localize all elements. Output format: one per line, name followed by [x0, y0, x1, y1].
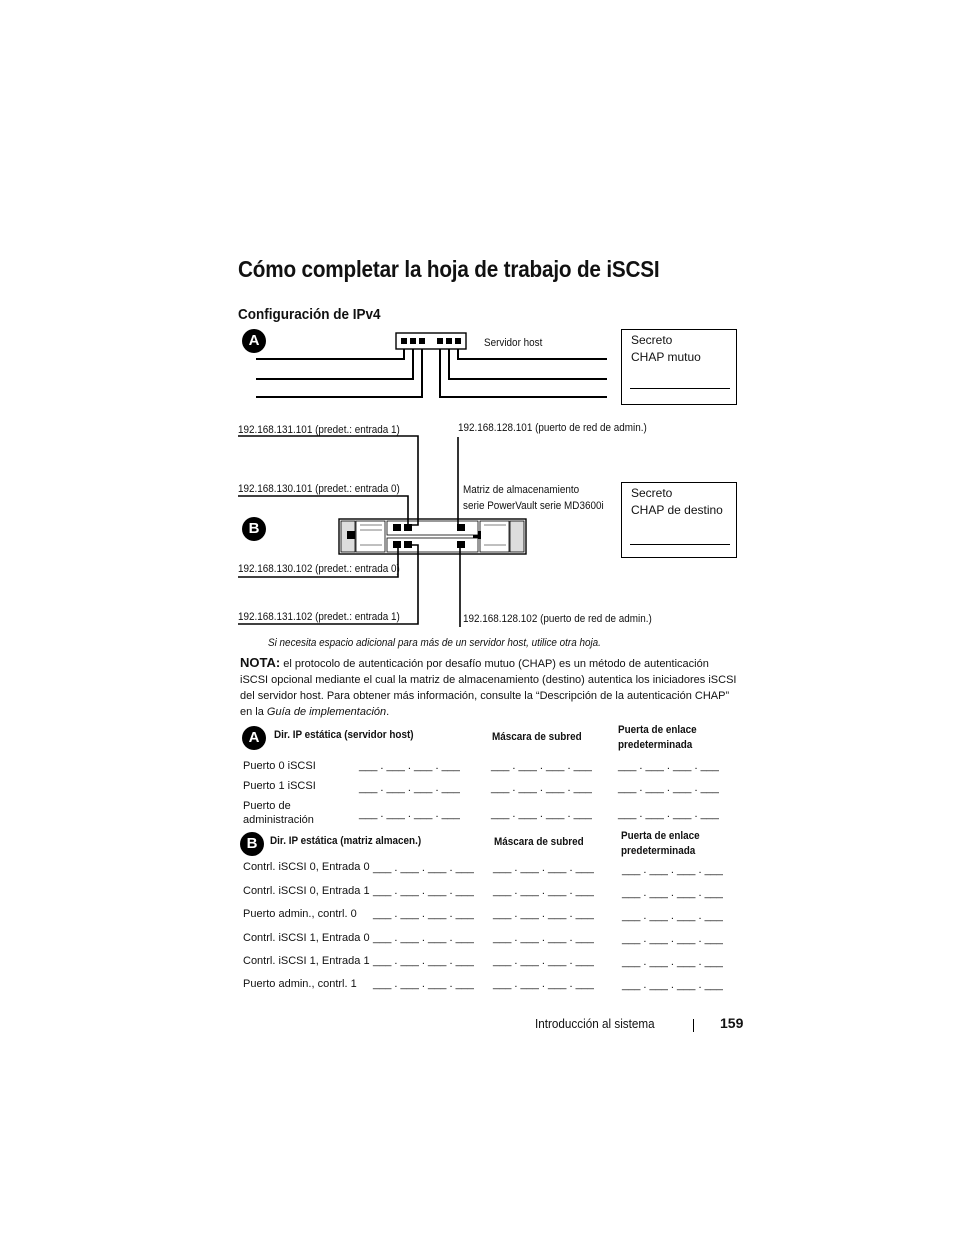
mask-entry-field[interactable]: ___ . ___ . ___ . ___: [493, 932, 594, 944]
ip-128-102-label: 192.168.128.102 (puerto de red de admin.): [463, 613, 652, 625]
mask-entry-field[interactable]: ___ . ___ . ___ . ___: [493, 885, 594, 897]
table-b-row-label: Contrl. iSCSI 1, Entrada 1: [243, 955, 370, 967]
footer-separator: [693, 1019, 694, 1032]
chap-target-box: [621, 482, 737, 558]
ip-entry-field[interactable]: ___ . ___ . ___ . ___: [373, 978, 474, 990]
table-b-row-label: Contrl. iSCSI 0, Entrada 1: [243, 885, 370, 897]
note-reference: Guía de implementación: [266, 706, 387, 718]
chap-note: [240, 655, 740, 720]
gateway-entry-field[interactable]: ___ . ___ . ___ . ___: [622, 910, 723, 922]
note-text: el protocolo de autenticación por desafío mutuo (CHAP) es un método de autenticación iSCSI opcional mediante el cual la matriz de almacenamiento (destino) autentica los iniciadores iSCSI del servidor host. Para obtener más información, consulte la “Descripción de la autenticación CHAP” en la: [240, 658, 737, 718]
chap-mutual-line1: Secreto: [631, 333, 673, 347]
gateway-entry-field[interactable]: ___ . ___ . ___ . ___: [622, 887, 723, 899]
table-b-row-label: Puerto admin., contrl. 0: [243, 908, 357, 920]
note-label: NOTA:: [240, 655, 281, 670]
host-server-label: Servidor host: [484, 337, 543, 349]
footer-section-title: Introducción al sistema: [535, 1016, 655, 1031]
mask-entry-field[interactable]: ___ . ___ . ___ . ___: [493, 862, 594, 874]
chap-target-line1: Secreto: [631, 486, 673, 500]
mask-entry-field[interactable]: ___ . ___ . ___ . ___: [491, 808, 592, 820]
table-b-col-ip: Dir. IP estática (matriz almacen.): [270, 835, 422, 847]
table-a-col-ip: Dir. IP estática (servidor host): [274, 729, 414, 741]
array-label-line2: serie PowerVault serie MD3600i: [463, 500, 604, 512]
ip-entry-field[interactable]: ___ . ___ . ___ . ___: [373, 885, 474, 897]
ip-entry-field[interactable]: ___ . ___ . ___ . ___: [359, 760, 460, 772]
ip-130-101-label: 192.168.130.101 (predet.: entrada 0): [238, 483, 400, 495]
note-end: .: [386, 706, 390, 718]
ip-entry-field[interactable]: ___ . ___ . ___ . ___: [359, 808, 460, 820]
badge-a-diagram: A: [242, 329, 266, 353]
table-a-row-label: Puerto de administración: [243, 800, 314, 826]
badge-b-diagram: B: [242, 517, 266, 541]
gateway-entry-field[interactable]: ___ . ___ . ___ . ___: [618, 808, 719, 820]
storage-array-icon: [339, 519, 526, 554]
mask-entry-field[interactable]: ___ . ___ . ___ . ___: [493, 908, 594, 920]
ip-131-102-label: 192.168.131.102 (predet.: entrada 1): [238, 611, 400, 623]
ip-entry-field[interactable]: ___ . ___ . ___ . ___: [373, 955, 474, 967]
badge-a-table: A: [242, 726, 266, 750]
table-b-col-gateway: Puerta de enlace predeterminada: [621, 830, 700, 857]
chap-mutual-line2: CHAP mutuo: [631, 350, 701, 364]
table-a-col-gateway: Puerta de enlace predeterminada: [618, 724, 697, 751]
gateway-entry-field[interactable]: ___ . ___ . ___ . ___: [618, 760, 719, 772]
chap-mutual-entry-line[interactable]: [630, 388, 730, 389]
mask-entry-field[interactable]: ___ . ___ . ___ . ___: [491, 782, 592, 794]
table-b-row-label: Puerto admin., contrl. 1: [243, 978, 357, 990]
ip-128-101-label: 192.168.128.101 (puerto de red de admin.): [458, 422, 647, 434]
chap-target-line2: CHAP de destino: [631, 503, 723, 517]
mask-entry-field[interactable]: ___ . ___ . ___ . ___: [491, 760, 592, 772]
gateway-entry-field[interactable]: ___ . ___ . ___ . ___: [622, 979, 723, 991]
table-a-row-label: Puerto 0 iSCSI: [243, 760, 316, 772]
table-b-col-mask: Máscara de subred: [494, 836, 584, 848]
array-label-line1: Matriz de almacenamiento: [463, 484, 580, 496]
mask-entry-field[interactable]: ___ . ___ . ___ . ___: [493, 955, 594, 967]
gateway-entry-field[interactable]: ___ . ___ . ___ . ___: [622, 864, 723, 876]
mask-entry-field[interactable]: ___ . ___ . ___ . ___: [493, 978, 594, 990]
gateway-entry-field[interactable]: ___ . ___ . ___ . ___: [618, 782, 719, 794]
chap-mutual-box: [621, 329, 737, 405]
ip-130-102-label: 192.168.130.102 (predet.: entrada 0): [238, 563, 400, 575]
table-b-row-label: Contrl. iSCSI 1, Entrada 0: [243, 932, 370, 944]
network-switch-icon: [396, 333, 466, 349]
ip-entry-field[interactable]: ___ . ___ . ___ . ___: [373, 932, 474, 944]
page-number: 159: [720, 1015, 744, 1031]
chap-target-entry-line[interactable]: [630, 544, 730, 545]
ip-entry-field[interactable]: ___ . ___ . ___ . ___: [373, 908, 474, 920]
extra-host-note: Si necesita espacio adicional para más de un servidor host, utilice otra hoja.: [268, 637, 601, 649]
gateway-entry-field[interactable]: ___ . ___ . ___ . ___: [622, 956, 723, 968]
page-title: Cómo completar la hoja de trabajo de iSCSI: [238, 256, 660, 282]
table-a-row-label: Puerto 1 iSCSI: [243, 780, 316, 792]
section-title: Configuración de IPv4: [238, 306, 381, 323]
table-b-row-label: Contrl. iSCSI 0, Entrada 0: [243, 861, 370, 873]
badge-b-table: B: [240, 832, 264, 856]
ip-entry-field[interactable]: ___ . ___ . ___ . ___: [359, 782, 460, 794]
ip-131-101-label: 192.168.131.101 (predet.: entrada 1): [238, 424, 400, 436]
gateway-entry-field[interactable]: ___ . ___ . ___ . ___: [622, 933, 723, 945]
table-a-col-mask: Máscara de subred: [492, 731, 582, 743]
ip-entry-field[interactable]: ___ . ___ . ___ . ___: [373, 862, 474, 874]
